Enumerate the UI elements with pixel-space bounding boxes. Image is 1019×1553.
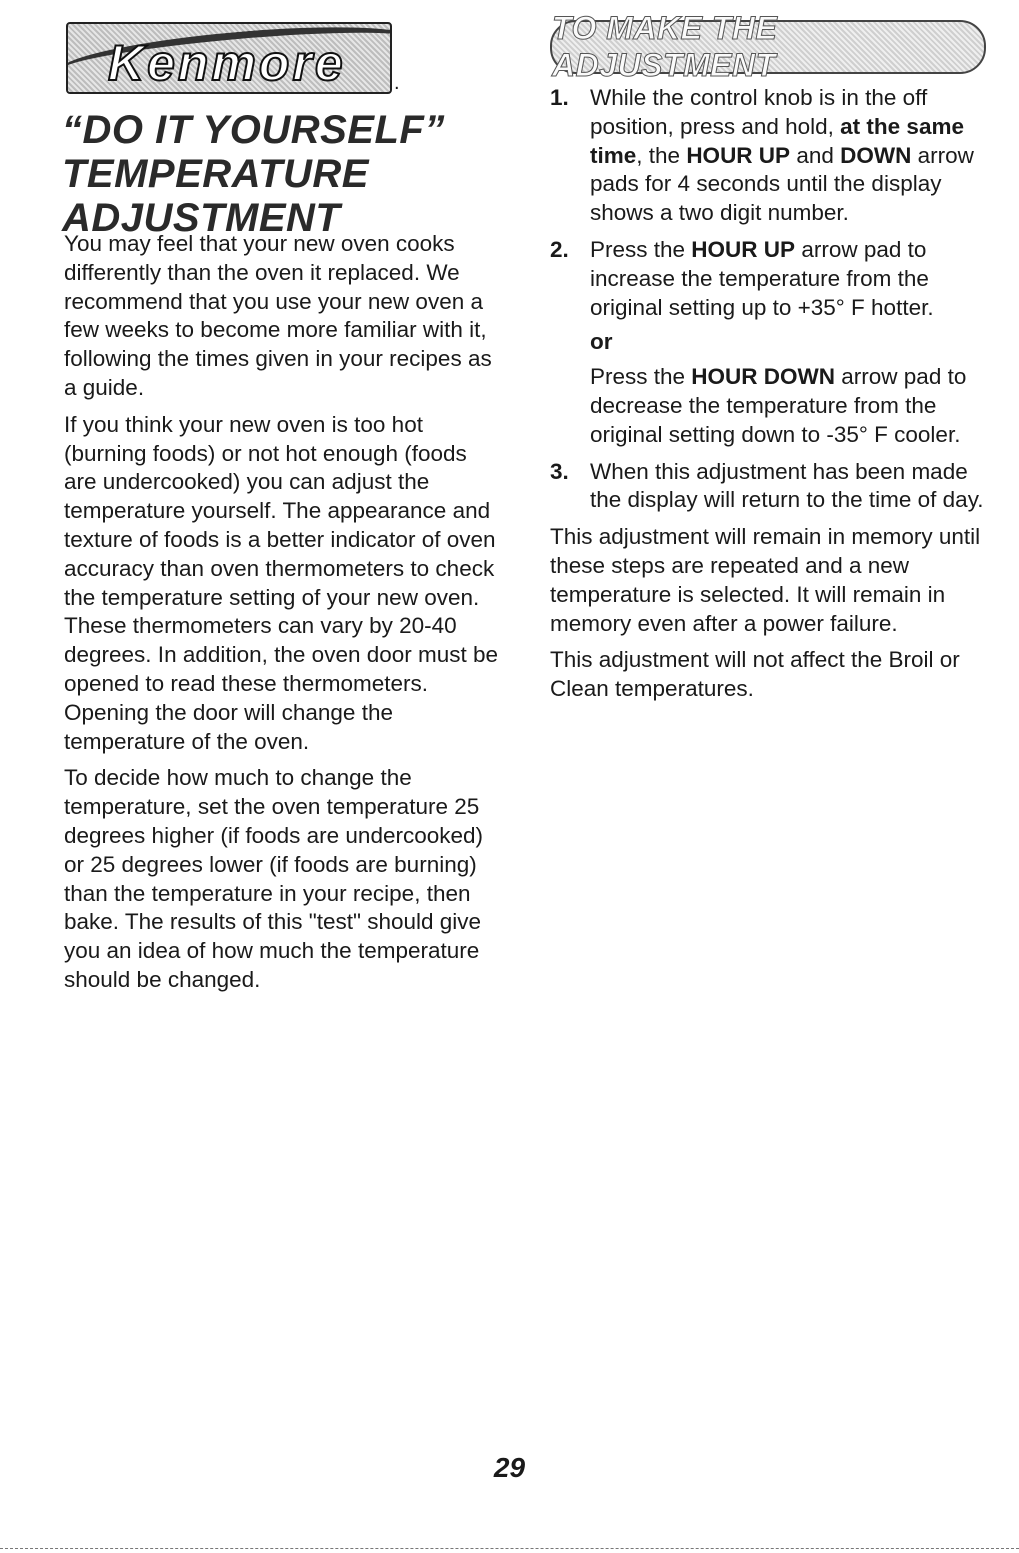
kenmore-logo [66,22,392,94]
step-2-or-label: or [590,329,613,355]
decide-paragraph: To decide how much to change the temperature, set the oven temperature 25 degrees higher (if foods are undercooked) or 25 degrees lower (if foods are burning) than the temperature in your recipe, then bake. The results of this "test" should give you an idea of how much the temperature should be changed. [64,765,484,992]
step-2-hour-down: HOUR DOWN [691,364,836,390]
step-2-or [590,328,995,357]
banner-title: TO MAKE THE ADJUSTMENT [552,10,778,83]
step-2-text-d: Press the [590,364,692,390]
too-hot-paragraph: If you think your new oven is too hot (burning foods) or not hot enough (foods are undercooked) you can adjust the temperature yourself. The appearance and texture of foods is a better indicator of oven accuracy than oven thermometers to check the temperature setting of your new oven. These thermometers can vary by 20-40 degrees. In addition, the oven door must be opened to read these thermometers. Opening the door will change the temperature of the oven. [64,411,499,754]
logo-dot: . [394,72,400,94]
logo-text: Kenmore [108,35,346,91]
step-3-number: 3. [550,458,569,484]
bottom-rule [0,1548,1019,1549]
step-3 [550,458,995,516]
step-2-text-c: arrow pad to increase the temperature from the original setting up to +35° F hotter. [590,236,934,320]
step-2-hour-up: HOUR UP [691,236,796,262]
heading-line-3: ADJUSTMENT [62,196,341,240]
step-3-text: When this adjustment has been made the display will return to the time of day. [590,458,984,513]
step-1-text-e: and [790,142,841,168]
step-1-down: DOWN [840,142,912,168]
step-1-emphasis: at the same time [590,113,964,168]
heading-line-1: “DO IT YOURSELF” [62,108,445,152]
step-1-hour-up: HOUR UP [686,142,791,168]
step-1-text-c: , the [636,142,687,168]
memory-paragraph: This adjustment will remain in memory until these steps are repeated and a new temperature is selected. It will remain in memory even after a power failure. [550,524,981,636]
section-banner [550,10,986,83]
heading-line-2: TEMPERATURE [62,152,369,196]
page-number: 29 [493,1452,526,1483]
right-column [550,84,995,712]
step-2-alternate [590,363,995,449]
page-heading [62,108,445,240]
step-1-number: 1. [550,85,569,110]
step-2 [550,236,995,450]
left-column [64,230,504,1003]
step-1 [550,84,995,228]
step-2-text-a: Press the [590,236,692,262]
step-2-number: 2. [550,236,569,262]
step-1-text-a: While the control knob is in the off position, press and hold, [590,85,928,139]
step-1-text-g: arrow pads for 4 seconds until the display shows a two digit number. [590,142,974,226]
intro-paragraph: You may feel that your new oven cooks differently than the oven it replaced. We recommend that you use your new oven a few weeks to become more familiar with it, following the times given in your recipes as a guide. [64,231,492,400]
broil-clean-paragraph: This adjustment will not affect the Broil or Clean temperatures. [550,647,960,702]
step-2-text-f: arrow pad to decrease the temperature from the original setting down to -35° F cooler. [590,364,967,447]
